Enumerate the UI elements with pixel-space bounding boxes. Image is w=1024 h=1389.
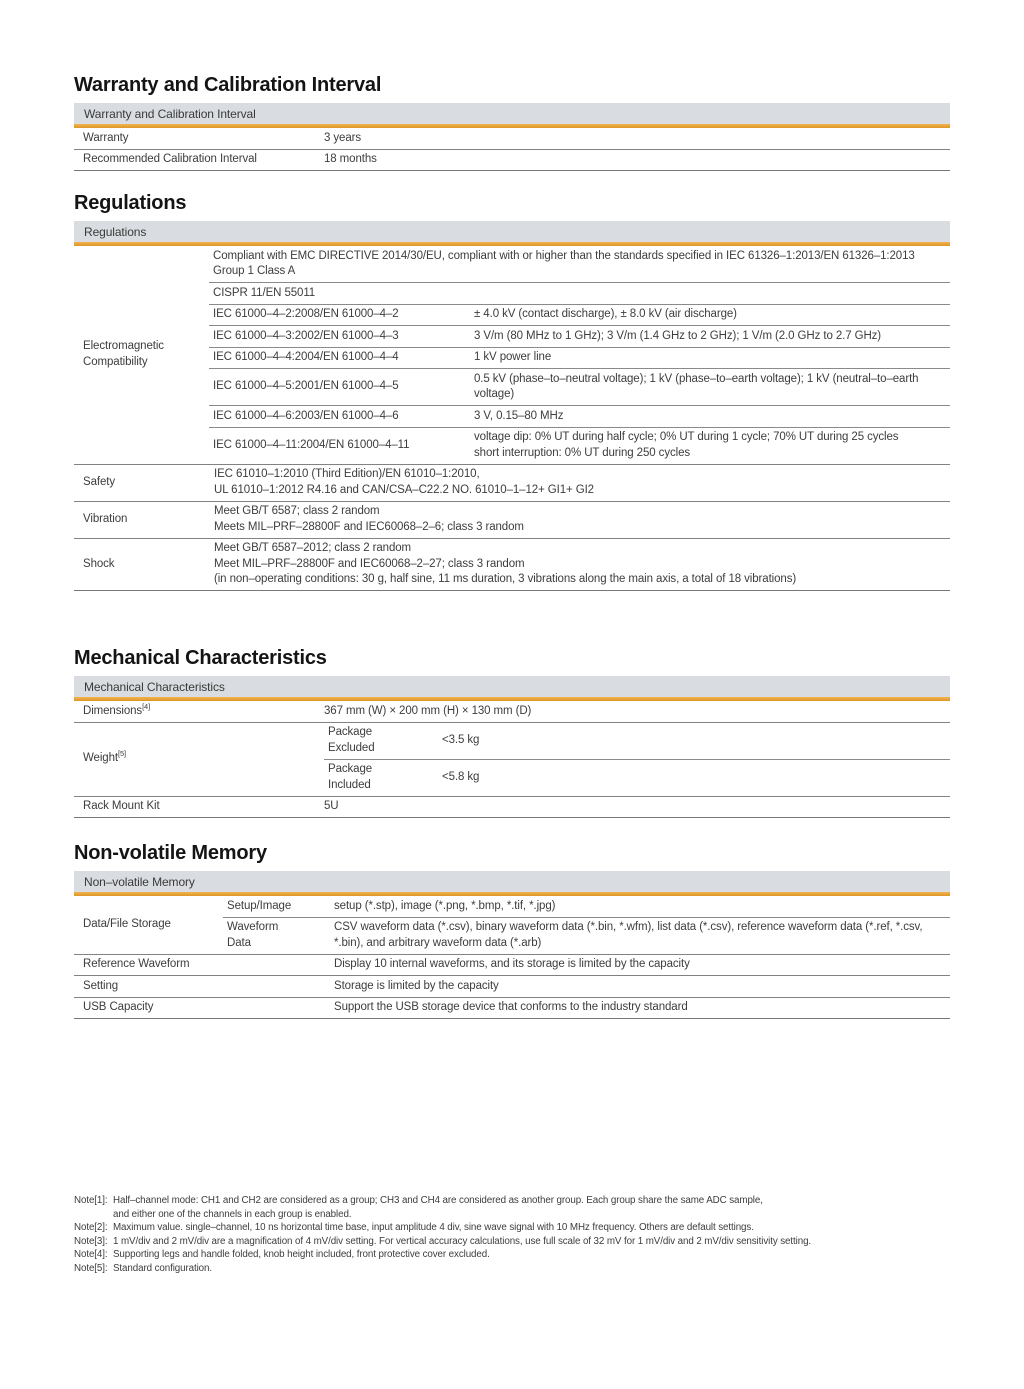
note-line bbox=[74, 1235, 974, 1249]
table-row bbox=[209, 368, 950, 405]
note-text: Standard configuration. bbox=[113, 1262, 213, 1274]
note-line bbox=[74, 1221, 974, 1235]
section-warranty bbox=[74, 73, 950, 171]
row-value: Support the USB storage device that conforms to the industry standard bbox=[334, 1001, 688, 1013]
mechanical-table-header: Mechanical Characteristics bbox=[74, 676, 950, 697]
row-value: setup (*.stp), image (*.png, *.bmp, *.tif, *.jpg) bbox=[334, 899, 556, 912]
standard-name: IEC 61000–4–5:2001/EN 61000–4–5 bbox=[213, 380, 399, 393]
nonvolatile-section-title: Non-volatile Memory bbox=[74, 842, 267, 864]
row-value: Display 10 internal waveforms, and its storage is limited by the capacity bbox=[334, 958, 690, 970]
row-label: USB Capacity bbox=[83, 1001, 154, 1013]
storage-subrows bbox=[223, 896, 950, 954]
note-label: Note[1]: bbox=[74, 1195, 108, 1206]
note-label: Note[5]: bbox=[74, 1262, 108, 1274]
row-label: Data/File Storage bbox=[83, 918, 171, 930]
weight-subrows bbox=[324, 723, 950, 796]
weight-group-row bbox=[74, 722, 950, 796]
footnotes bbox=[74, 1194, 974, 1275]
regulations-section-title: Regulations bbox=[74, 192, 187, 214]
row-label: Vibration bbox=[83, 512, 128, 525]
row-label: Reference Waveform bbox=[83, 958, 190, 970]
row-value: 5U bbox=[324, 800, 339, 812]
section-mechanical bbox=[74, 646, 950, 818]
row-label: Setting bbox=[83, 979, 119, 992]
table-row bbox=[209, 405, 950, 427]
row-value: <3.5 kg bbox=[442, 733, 480, 746]
value-line: Meets MIL–PRF–28800F and IEC60068–2–6; class 3 random bbox=[214, 520, 524, 533]
note-label: Note[3]: bbox=[74, 1235, 108, 1247]
note-text: Maximum value. single–channel, 10 ns horizontal time base, input amplitude 4 div, sine wave signal with 10 MHz frequency. Others are default settings. bbox=[113, 1222, 754, 1233]
mechanical-table bbox=[74, 676, 950, 818]
standard-name: IEC 61000–4–6:2003/EN 61000–4–6 bbox=[213, 409, 399, 422]
table-row bbox=[74, 954, 950, 976]
regulations-table bbox=[74, 221, 950, 591]
standard-value: 0.5 kV (phase–to–neutral voltage); 1 kV (phase–to–earth voltage); 1 kV (neutral–to–earth voltage) bbox=[474, 372, 919, 400]
standard-value: 3 V, 0.15–80 MHz bbox=[474, 409, 564, 422]
value-line: short interruption: 0% UT during 250 cycles bbox=[474, 446, 691, 459]
table-row bbox=[324, 723, 950, 759]
emc-subrows bbox=[209, 246, 950, 464]
table-row bbox=[74, 997, 950, 1019]
table-row bbox=[74, 128, 950, 149]
emc-group-row bbox=[74, 246, 950, 464]
row-value: <5.8 kg bbox=[442, 770, 480, 783]
table-row bbox=[324, 759, 950, 796]
standard-name: IEC 61000–4–4:2004/EN 61000–4–4 bbox=[213, 351, 399, 363]
value-line: Meet GB/T 6587; class 2 random bbox=[214, 505, 380, 517]
standard-name: IEC 61000–4–11:2004/EN 61000–4–11 bbox=[213, 438, 410, 451]
table-row bbox=[74, 464, 950, 501]
table-row bbox=[209, 282, 950, 304]
row-label: Safety bbox=[83, 475, 116, 488]
value-line: voltage dip: 0% UT during half cycle; 0% UT during 1 cycle; 70% UT during 25 cycles bbox=[474, 431, 899, 443]
note-text: 1 mV/div and 2 mV/div are a magnification of 4 mV/div setting. For vertical accuracy calculations, use full scale of 32 mV for 1 mV/div and 2 mV/div sensitivity setting. bbox=[113, 1235, 812, 1247]
value-line: Meet MIL–PRF–28800F and IEC60068–2–27; class 3 random bbox=[214, 557, 525, 570]
warranty-section-title: Warranty and Calibration Interval bbox=[74, 74, 382, 96]
row-label: Electromagnetic Compatibility bbox=[83, 340, 164, 368]
table-row bbox=[74, 538, 950, 591]
row-label: Shock bbox=[83, 557, 115, 570]
note-text: Half–channel mode: CH1 and CH2 are considered as a group; CH3 and CH4 are considered as another group. Each group share the same ADC sample, bbox=[113, 1195, 763, 1206]
row-label: Warranty bbox=[83, 131, 129, 144]
row-value: Compliant with EMC DIRECTIVE 2014/30/EU, compliant with or higher than the standards specified in IEC 61326–1:2013/EN 61326–1:2013 Group 1 Class A bbox=[213, 249, 915, 277]
note-text: Supporting legs and handle folded, knob height included, front protective cover excluded. bbox=[113, 1249, 490, 1260]
note-line bbox=[74, 1248, 974, 1262]
footnote-ref: [5] bbox=[117, 749, 127, 759]
row-value: CISPR 11/EN 55011 bbox=[213, 286, 316, 299]
note-line bbox=[74, 1208, 974, 1222]
table-row bbox=[209, 325, 950, 347]
row-label: Recommended Calibration Interval bbox=[83, 153, 257, 165]
table-row bbox=[209, 427, 950, 464]
warranty-table-body bbox=[74, 128, 950, 170]
row-value: 3 years bbox=[324, 131, 362, 144]
storage-group-row bbox=[74, 896, 950, 954]
standard-name: IEC 61000–4–3:2002/EN 61000–4–3 bbox=[213, 329, 399, 342]
mechanical-table-body bbox=[74, 701, 950, 817]
regulations-table-body bbox=[74, 246, 950, 590]
standard-value: ± 4.0 kV (contact discharge), ± 8.0 kV (air discharge) bbox=[474, 308, 737, 320]
footnote-ref: [4] bbox=[142, 701, 151, 711]
table-row bbox=[74, 796, 950, 818]
warranty-table bbox=[74, 103, 950, 171]
section-nonvolatile bbox=[74, 841, 950, 1019]
value-line: IEC 61010–1:2010 (Third Edition)/EN 61010–1:2010, bbox=[214, 468, 480, 480]
sub-label: Waveform Data bbox=[227, 921, 279, 949]
standard-value bbox=[469, 428, 950, 464]
table-row bbox=[209, 246, 950, 282]
standard-value: 1 kV power line bbox=[474, 351, 552, 363]
nonvolatile-table-body bbox=[74, 896, 950, 1018]
row-value: 367 mm (W) × 200 mm (H) × 130 mm (D) bbox=[324, 704, 532, 717]
section-regulations bbox=[74, 191, 950, 591]
value-line: Meet GB/T 6587–2012; class 2 random bbox=[214, 542, 412, 554]
note-line bbox=[74, 1194, 974, 1208]
warranty-table-header: Warranty and Calibration Interval bbox=[74, 103, 950, 124]
row-label bbox=[74, 701, 324, 722]
row-value bbox=[209, 465, 950, 501]
row-label bbox=[74, 723, 324, 796]
regulations-table-header: Regulations bbox=[74, 221, 950, 242]
table-row bbox=[74, 975, 950, 997]
note-label: Note[4]: bbox=[74, 1249, 108, 1260]
note-label: Note[2]: bbox=[74, 1222, 108, 1233]
row-value: Storage is limited by the capacity bbox=[334, 979, 499, 992]
table-row bbox=[209, 304, 950, 326]
table-row bbox=[209, 347, 950, 369]
value-line: UL 61010–1:2012 R4.16 and CAN/CSA–C22.2 NO. 61010–1–12+ GI1+ GI2 bbox=[214, 483, 594, 496]
table-row bbox=[74, 701, 950, 722]
row-label: Rack Mount Kit bbox=[83, 800, 160, 812]
table-row bbox=[74, 149, 950, 171]
sub-label: Package Excluded bbox=[328, 726, 375, 754]
note-line bbox=[74, 1262, 974, 1276]
value-line: (in non–operating conditions: 30 g, half sine, 11 ms duration, 3 vibrations along the main axis, a total of 18 vibrations) bbox=[214, 573, 797, 585]
standard-name: IEC 61000–4–2:2008/EN 61000–4–2 bbox=[213, 308, 399, 320]
table-row bbox=[223, 917, 950, 954]
nonvolatile-table bbox=[74, 871, 950, 1019]
mechanical-section-title: Mechanical Characteristics bbox=[74, 647, 327, 669]
row-value: 18 months bbox=[324, 153, 377, 165]
note-text: and either one of the channels in each group is enabled. bbox=[113, 1208, 352, 1220]
nonvolatile-table-header: Non–volatile Memory bbox=[74, 871, 950, 892]
table-row bbox=[223, 896, 950, 917]
row-value bbox=[209, 502, 950, 538]
label-text: Dimensions bbox=[83, 704, 143, 717]
sub-label: Package Included bbox=[328, 763, 373, 791]
standard-value: 3 V/m (80 MHz to 1 GHz); 3 V/m (1.4 GHz to 2 GHz); 1 V/m (2.0 GHz to 2.7 GHz) bbox=[474, 329, 882, 342]
sub-label: Setup/Image bbox=[227, 899, 292, 912]
label-text: Weight[5] bbox=[83, 749, 127, 765]
row-value bbox=[209, 539, 950, 591]
table-row bbox=[74, 501, 950, 538]
row-value: CSV waveform data (*.csv), binary waveform data (*.bin, *.wfm), list data (*.csv), reference waveform data (*.ref, *.csv, *.bin), and arbitrary waveform data (*.arb) bbox=[334, 921, 923, 949]
